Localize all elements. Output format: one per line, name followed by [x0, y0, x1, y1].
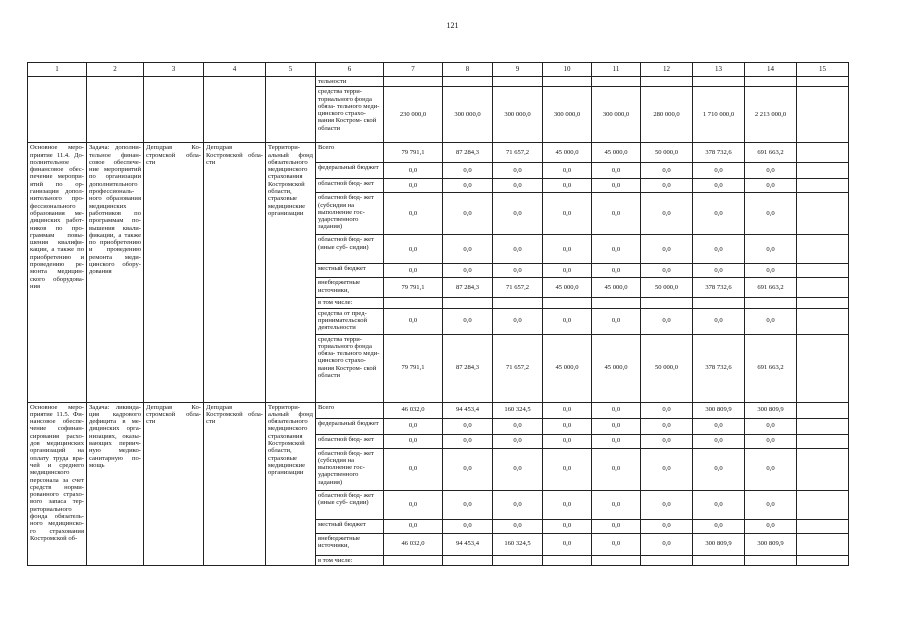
empty-cell [797, 533, 849, 555]
column-number-cell: 12 [641, 63, 693, 77]
amount-cell: 0,0 [384, 163, 443, 179]
empty-cell [797, 235, 849, 264]
amount-cell: 0,0 [543, 448, 592, 490]
empty-cell [797, 278, 849, 298]
amount-cell: 0,0 [443, 448, 493, 490]
funding-source-label: местный бюджет [316, 519, 384, 533]
empty-cell [144, 77, 204, 143]
amount-cell: 0,0 [693, 193, 745, 235]
amount-cell: 87 284,3 [443, 143, 493, 163]
amount-cell: 0,0 [693, 418, 745, 434]
amount-cell: 87 284,3 [443, 334, 493, 402]
amount-cell: 94 453,4 [443, 533, 493, 555]
task-cell: Задача: дополни- тельное финан- совое обеспече- ние мероприятий по организации дополнительного профессиональ- ного образования медицинских работников по программам по- вышения квали- фикации, а также по приобретению и проведению ремонта меди- цинского обору- дования [87, 143, 144, 402]
amount-cell: 0,0 [592, 308, 641, 334]
empty-cell [797, 298, 849, 308]
amount-cell: 0,0 [641, 533, 693, 555]
funding-source-label: местный бюджет [316, 264, 384, 278]
amount-cell: 300 000,0 [443, 87, 493, 143]
amount-cell: 0,0 [745, 308, 797, 334]
funding-source-label: в том числе: [316, 298, 384, 308]
amount-cell: 0,0 [493, 490, 543, 519]
amount-cell: 0,0 [443, 418, 493, 434]
amount-cell [493, 298, 543, 308]
empty-cell [266, 77, 316, 143]
amount-cell: 0,0 [493, 519, 543, 533]
amount-cell: 0,0 [543, 163, 592, 179]
amount-cell: 0,0 [745, 163, 797, 179]
amount-cell: 87 284,3 [443, 278, 493, 298]
column-number-cell: 7 [384, 63, 443, 77]
amount-cell: 300 809,9 [745, 402, 797, 418]
amount-cell: 0,0 [493, 235, 543, 264]
column-number-cell: 11 [592, 63, 641, 77]
amount-cell: 0,0 [693, 490, 745, 519]
amount-cell: 0,0 [745, 179, 797, 193]
budget-table [27, 62, 849, 566]
amount-cell: 0,0 [641, 434, 693, 448]
funding-source-label: Всего [316, 402, 384, 418]
amount-cell: 1 710 000,0 [693, 87, 745, 143]
amount-cell: 300 000,0 [493, 87, 543, 143]
page-number: 121 [446, 21, 459, 30]
amount-cell [384, 77, 443, 87]
amount-cell: 0,0 [493, 163, 543, 179]
empty-cell [797, 163, 849, 179]
amount-cell: 0,0 [543, 402, 592, 418]
empty-cell [797, 143, 849, 163]
amount-cell [745, 555, 797, 565]
empty-cell [204, 77, 266, 143]
amount-cell [745, 77, 797, 87]
amount-cell: 0,0 [693, 264, 745, 278]
amount-cell [443, 298, 493, 308]
funding-source-label: областной бюд- жет (субсидия на выполнение гос- ударственного задания) [316, 448, 384, 490]
amount-cell: 0,0 [384, 418, 443, 434]
activity-name-cell: Основное меро- приятие 11.4. До- полнительное финансовое обес- печение меропри- ятий по ор- ганизации допол- нительного про- фессионального образования ме- дицинских работ- ников по про- граммам повы- шения квалифи- кации, а также по приобретению и проведению ре- монта медицин- ского оборудова- ния [28, 143, 87, 402]
column-number-row [28, 63, 849, 77]
funding-source-label: федеральный бюджет [316, 163, 384, 179]
amount-cell: 0,0 [693, 235, 745, 264]
amount-cell: 0,0 [384, 448, 443, 490]
amount-cell: 0,0 [592, 193, 641, 235]
amount-cell: 0,0 [592, 519, 641, 533]
amount-cell: 0,0 [543, 308, 592, 334]
amount-cell: 0,0 [592, 264, 641, 278]
amount-cell: 45 000,0 [543, 143, 592, 163]
column-number-cell: 13 [693, 63, 745, 77]
column-number-cell: 10 [543, 63, 592, 77]
funding-source-label: областной бюд- жет [316, 434, 384, 448]
empty-cell [797, 519, 849, 533]
amount-cell [641, 298, 693, 308]
amount-cell [443, 555, 493, 565]
amount-cell: 300 000,0 [543, 87, 592, 143]
amount-cell: 0,0 [693, 163, 745, 179]
column-number-cell: 2 [87, 63, 144, 77]
amount-cell: 0,0 [384, 490, 443, 519]
amount-cell: 0,0 [443, 179, 493, 193]
amount-cell: 0,0 [745, 434, 797, 448]
amount-cell: 0,0 [543, 434, 592, 448]
amount-cell [443, 77, 493, 87]
funding-source-label: тельности [316, 77, 384, 87]
funding-source-label: областной бюд- жет (субсидия на выполнение гос- ударственного задания) [316, 193, 384, 235]
funding-source-label: Всего [316, 143, 384, 163]
amount-cell: 378 732,6 [693, 334, 745, 402]
amount-cell: 0,0 [384, 264, 443, 278]
column-number-cell: 5 [266, 63, 316, 77]
empty-cell [797, 334, 849, 402]
amount-cell: 0,0 [384, 235, 443, 264]
amount-cell: 691 663,2 [745, 143, 797, 163]
co-executor-cell: Депздрав Костромской обла- сти [204, 402, 266, 565]
amount-cell: 71 657,2 [493, 278, 543, 298]
continuation-row [28, 77, 849, 87]
amount-cell: 0,0 [641, 402, 693, 418]
funding-source-label: внебюджетные источники, [316, 278, 384, 298]
amount-cell [641, 77, 693, 87]
amount-cell: 0,0 [641, 264, 693, 278]
funding-row [28, 402, 849, 418]
amount-cell: 0,0 [592, 533, 641, 555]
amount-cell [693, 298, 745, 308]
amount-cell: 50 000,0 [641, 334, 693, 402]
empty-cell [797, 179, 849, 193]
empty-cell [797, 434, 849, 448]
amount-cell: 50 000,0 [641, 143, 693, 163]
amount-cell: 45 000,0 [543, 334, 592, 402]
empty-cell [797, 555, 849, 565]
amount-cell: 0,0 [592, 402, 641, 418]
amount-cell: 160 324,5 [493, 533, 543, 555]
amount-cell: 79 791,1 [384, 143, 443, 163]
amount-cell: 0,0 [543, 193, 592, 235]
activity-name-cell: Основное меро- приятие 11.5. Фи- нансовое обеспе- чение софинан- сирования расхо- дов медицинских организаций на оплату труда вра- чей и среднего медицинского персонала за счет средств норми- рованного страхо- вого запаса тер- риториального фонда обязатель- ного медицинско- го страхования Костромской об- [28, 402, 87, 565]
column-number-cell: 6 [316, 63, 384, 77]
column-number-cell: 4 [204, 63, 266, 77]
funding-source-label: областной бюд- жет (иные суб- сидии) [316, 490, 384, 519]
amount-cell: 45 000,0 [592, 278, 641, 298]
amount-cell: 0,0 [543, 264, 592, 278]
amount-cell: 71 657,2 [493, 334, 543, 402]
amount-cell: 0,0 [493, 308, 543, 334]
amount-cell: 0,0 [592, 418, 641, 434]
task-cell: Задача: ликвида- ция кадрового дефицита в ме- дицинских орга- низациях, оказы- вающих первич- ную медико- санитарную по- мощь [87, 402, 144, 565]
amount-cell: 50 000,0 [641, 278, 693, 298]
amount-cell [493, 555, 543, 565]
amount-cell [543, 77, 592, 87]
amount-cell: 0,0 [592, 434, 641, 448]
amount-cell: 0,0 [493, 193, 543, 235]
amount-cell: 0,0 [693, 308, 745, 334]
amount-cell: 0,0 [543, 533, 592, 555]
amount-cell: 0,0 [443, 490, 493, 519]
amount-cell: 0,0 [641, 163, 693, 179]
amount-cell: 0,0 [543, 418, 592, 434]
amount-cell: 46 032,0 [384, 402, 443, 418]
column-number-cell: 1 [28, 63, 87, 77]
amount-cell: 691 663,2 [745, 334, 797, 402]
funding-source-label: областной бюд- жет (иные суб- сидии) [316, 235, 384, 264]
amount-cell: 0,0 [443, 308, 493, 334]
amount-cell: 300 000,0 [592, 87, 641, 143]
amount-cell: 0,0 [641, 448, 693, 490]
responsible-executor-cell: Депздрав Ко- стромской обла- сти [144, 143, 204, 402]
amount-cell: 0,0 [693, 519, 745, 533]
amount-cell: 0,0 [543, 235, 592, 264]
amount-cell: 230 000,0 [384, 87, 443, 143]
amount-cell: 0,0 [384, 308, 443, 334]
amount-cell: 0,0 [641, 418, 693, 434]
amount-cell: 0,0 [745, 235, 797, 264]
funding-source-label: средства от пред- принимательской деятельности [316, 308, 384, 334]
funding-row [28, 143, 849, 163]
amount-cell: 0,0 [641, 308, 693, 334]
amount-cell: 0,0 [592, 448, 641, 490]
amount-cell: 0,0 [443, 519, 493, 533]
amount-cell: 79 791,1 [384, 278, 443, 298]
amount-cell: 280 000,0 [641, 87, 693, 143]
amount-cell [384, 555, 443, 565]
empty-cell [797, 490, 849, 519]
amount-cell: 0,0 [641, 490, 693, 519]
amount-cell [693, 555, 745, 565]
empty-cell [797, 87, 849, 143]
amount-cell [592, 77, 641, 87]
amount-cell [693, 77, 745, 87]
empty-cell [797, 77, 849, 87]
amount-cell: 0,0 [641, 193, 693, 235]
amount-cell: 0,0 [493, 448, 543, 490]
amount-cell: 0,0 [493, 179, 543, 193]
amount-cell: 160 324,5 [493, 402, 543, 418]
amount-cell: 45 000,0 [543, 278, 592, 298]
amount-cell [543, 555, 592, 565]
amount-cell: 0,0 [443, 264, 493, 278]
amount-cell: 0,0 [384, 519, 443, 533]
amount-cell: 94 453,4 [443, 402, 493, 418]
amount-cell: 45 000,0 [592, 334, 641, 402]
amount-cell: 46 032,0 [384, 533, 443, 555]
amount-cell: 0,0 [443, 235, 493, 264]
column-number-cell: 8 [443, 63, 493, 77]
amount-cell: 2 213 000,0 [745, 87, 797, 143]
column-number-cell: 15 [797, 63, 849, 77]
amount-cell: 0,0 [384, 434, 443, 448]
amount-cell: 0,0 [543, 519, 592, 533]
funding-source-label: средства терри- ториального фонда обяза- тельного меди- цинского страхо- вания Костром- ской области [316, 87, 384, 143]
empty-cell [797, 418, 849, 434]
amount-cell: 0,0 [693, 179, 745, 193]
responsible-executor-cell: Депздрав Ко- стромской обла- сти [144, 402, 204, 565]
amount-cell: 79 791,1 [384, 334, 443, 402]
amount-cell [641, 555, 693, 565]
column-number-cell: 3 [144, 63, 204, 77]
amount-cell [592, 555, 641, 565]
amount-cell: 0,0 [443, 163, 493, 179]
amount-cell: 0,0 [745, 448, 797, 490]
empty-cell [797, 448, 849, 490]
amount-cell: 0,0 [641, 235, 693, 264]
amount-cell: 0,0 [745, 264, 797, 278]
empty-cell [797, 193, 849, 235]
amount-cell: 378 732,6 [693, 143, 745, 163]
amount-cell: 0,0 [384, 193, 443, 235]
amount-cell: 0,0 [443, 193, 493, 235]
funding-source-label: внебюджетные источники, [316, 533, 384, 555]
amount-cell: 0,0 [693, 448, 745, 490]
co-executor-cell: Депздрав Костромской обла- сти [204, 143, 266, 402]
amount-cell: 0,0 [384, 179, 443, 193]
amount-cell: 0,0 [543, 490, 592, 519]
funding-source-label: областной бюд- жет [316, 179, 384, 193]
amount-cell [543, 298, 592, 308]
column-number-cell: 14 [745, 63, 797, 77]
funding-source-label: средства терри- ториального фонда обяза- тельного меди- цинского страхо- вания Костром- ской области [316, 334, 384, 402]
amount-cell: 378 732,6 [693, 278, 745, 298]
funding-source-label: федеральный бюджет [316, 418, 384, 434]
amount-cell: 0,0 [641, 519, 693, 533]
amount-cell: 300 809,9 [693, 533, 745, 555]
amount-cell: 0,0 [592, 179, 641, 193]
amount-cell: 0,0 [641, 179, 693, 193]
amount-cell: 0,0 [592, 490, 641, 519]
empty-cell [797, 308, 849, 334]
participants-cell: Территори- альный фонд обязательного медицинского страхования Костромской области, страховые медицинские организации [266, 143, 316, 402]
empty-cell [797, 264, 849, 278]
amount-cell: 71 657,2 [493, 143, 543, 163]
empty-cell [797, 402, 849, 418]
amount-cell [384, 298, 443, 308]
amount-cell: 300 809,9 [745, 533, 797, 555]
amount-cell: 0,0 [592, 163, 641, 179]
participants-cell: Территори- альный фонд обязательного медицинского страхования Костромской области, страховые медицинские организации [266, 402, 316, 565]
amount-cell: 0,0 [443, 434, 493, 448]
empty-cell [87, 77, 144, 143]
amount-cell: 691 663,2 [745, 278, 797, 298]
amount-cell: 0,0 [493, 264, 543, 278]
amount-cell: 45 000,0 [592, 143, 641, 163]
amount-cell [493, 77, 543, 87]
amount-cell: 0,0 [745, 490, 797, 519]
funding-source-label: в том числе: [316, 555, 384, 565]
amount-cell: 0,0 [592, 235, 641, 264]
amount-cell [745, 298, 797, 308]
amount-cell [592, 298, 641, 308]
amount-cell: 0,0 [745, 193, 797, 235]
amount-cell: 0,0 [693, 434, 745, 448]
amount-cell: 300 809,9 [693, 402, 745, 418]
amount-cell: 0,0 [493, 434, 543, 448]
amount-cell: 0,0 [543, 179, 592, 193]
empty-cell [28, 77, 87, 143]
column-number-cell: 9 [493, 63, 543, 77]
amount-cell: 0,0 [745, 519, 797, 533]
amount-cell: 0,0 [493, 418, 543, 434]
amount-cell: 0,0 [745, 418, 797, 434]
